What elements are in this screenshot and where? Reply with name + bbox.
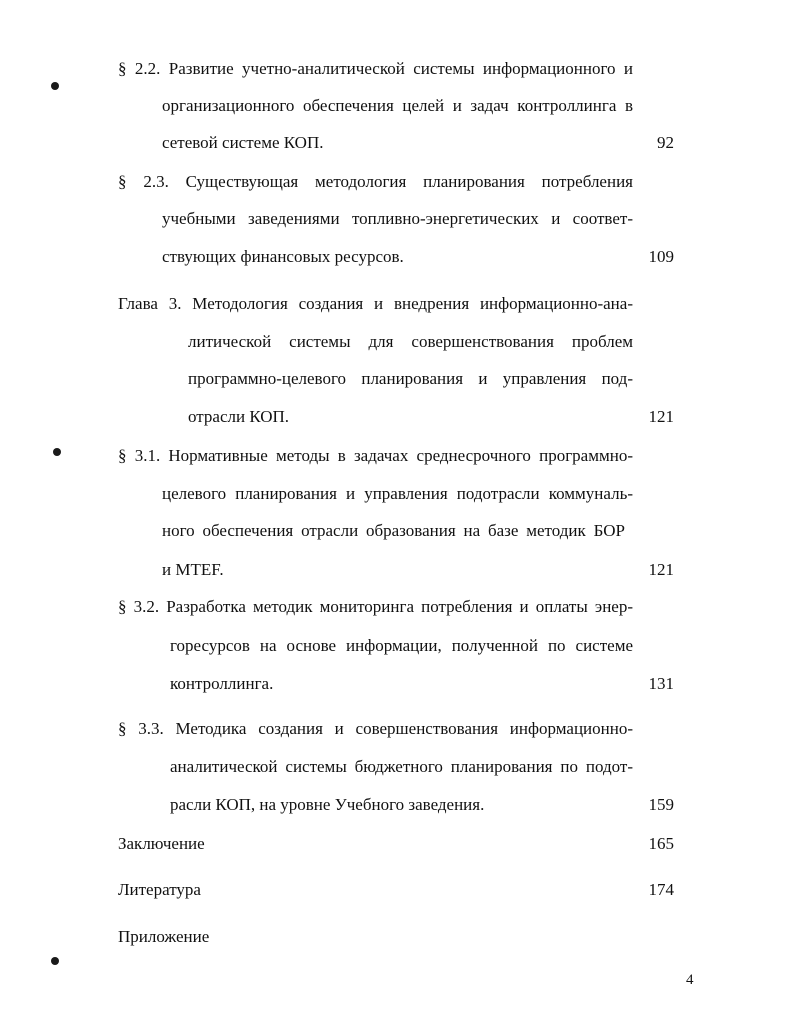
- toc-line: отрасли КОП.: [188, 407, 290, 426]
- toc-page-number: 174: [648, 880, 674, 899]
- toc-line: § 3.1. Нормативные методы в задачах среднесрочного программно-: [118, 446, 633, 465]
- toc-page-number: 159: [648, 795, 674, 814]
- toc-line: контроллинга.: [170, 674, 274, 693]
- toc-line: аналитической системы бюджетного планирования по подот-: [170, 757, 633, 776]
- margin-bullet-mark: [51, 82, 59, 90]
- page-number: 4: [686, 972, 694, 988]
- toc-page-number: 109: [648, 247, 674, 266]
- toc-line: § 2.3. Существующая методология планирования потребления: [118, 172, 633, 191]
- toc-line: § 3.3. Методика создания и совершенствования информационно-: [118, 719, 633, 738]
- toc-line: и MTEF.: [162, 560, 224, 579]
- toc-page-number: 165: [648, 834, 674, 853]
- toc-line: учебными заведениями топливно-энергетических и соответ-: [162, 209, 633, 228]
- toc-line: § 3.2. Разработка методик мониторинга потребления и оплаты энер-: [118, 597, 633, 616]
- toc-page-number: 92: [657, 133, 674, 152]
- toc-line: Заключение: [118, 834, 205, 853]
- toc-page-number: 121: [648, 560, 674, 579]
- toc-line: целевого планирования и управления подотрасли коммуналь-: [162, 484, 633, 503]
- toc-line: горесурсов на основе информации, полученной по системе: [170, 636, 633, 655]
- toc-line: Литература: [118, 880, 201, 899]
- toc-line: § 2.2. Развитие учетно-аналитической системы информационного и: [118, 59, 633, 78]
- toc-line: Глава 3. Методология создания и внедрения информационно-ана-: [118, 294, 633, 313]
- toc-line: программно-целевого планирования и управления под-: [188, 369, 633, 388]
- margin-bullet-mark: [53, 448, 61, 456]
- toc-page-number: 121: [648, 407, 674, 426]
- toc-line: ствующих финансовых ресурсов.: [162, 247, 404, 266]
- margin-bullet-mark: [51, 957, 59, 965]
- toc-line: Приложение: [118, 927, 210, 946]
- toc-page-number: 131: [648, 674, 674, 693]
- toc-line: организационного обеспечения целей и задач контроллинга в: [162, 96, 633, 115]
- toc-line: ного обеспечения отрасли образования на базе методик БОР: [162, 521, 625, 540]
- toc-line: литической системы для совершенствования проблем: [188, 332, 633, 351]
- toc-line: расли КОП, на уровне Учебного заведения.: [170, 795, 485, 814]
- toc-line: сетевой системе КОП.: [162, 133, 324, 152]
